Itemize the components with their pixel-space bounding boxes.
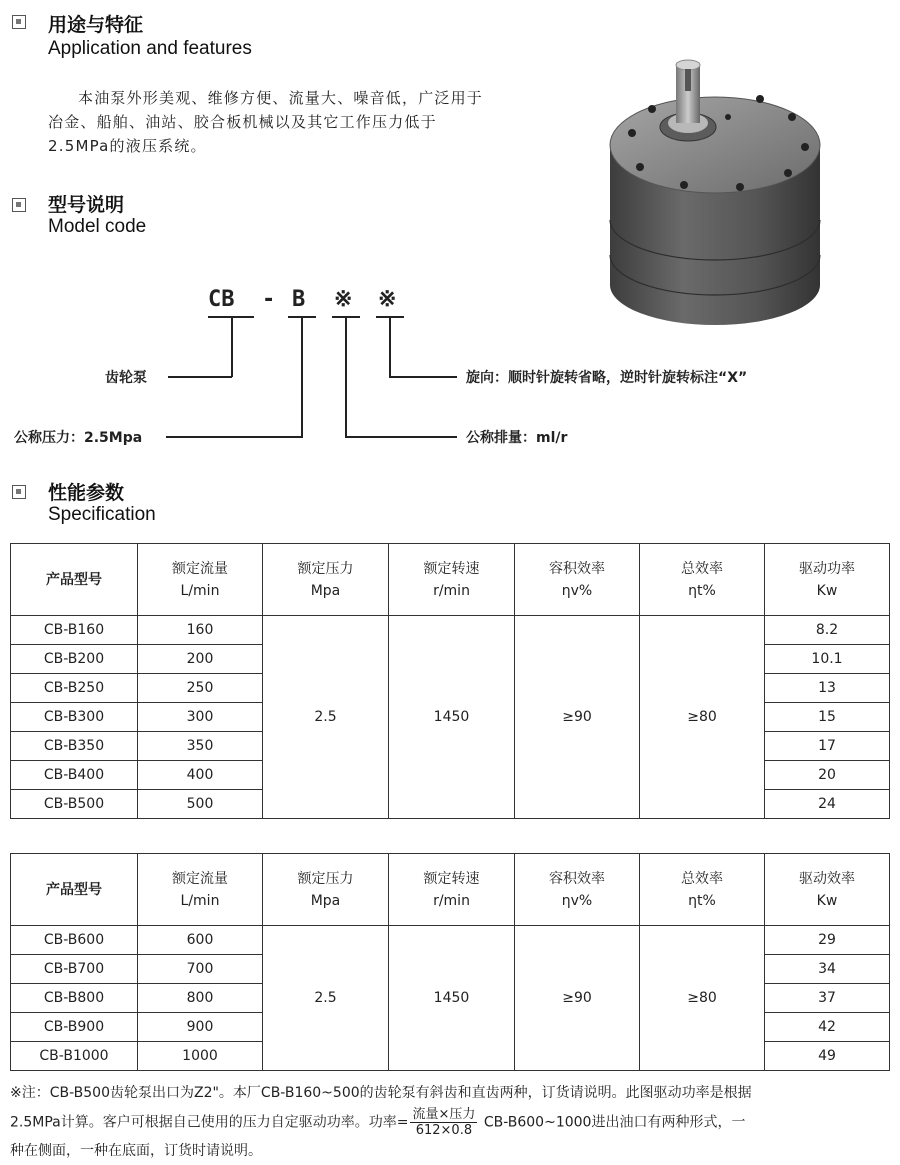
cell-model: CB-B300 xyxy=(11,703,138,732)
cell-flow: 160 xyxy=(138,616,263,645)
label-rotation: 旋向：顺时针旋转省略，逆时针旋转标注“X” xyxy=(466,370,748,386)
spec-table-2 xyxy=(10,853,890,1071)
cell-model: CB-B160 xyxy=(11,616,138,645)
footnote-line-1: ※注：CB-B500齿轮泵出口为Z2"。本厂CB-B160~500的齿轮泵有斜齿和直齿两种，订货请说明。此图驱动功率是根据 xyxy=(10,1085,752,1101)
header-cell: 额定转速 r/min xyxy=(389,854,515,926)
cell-flow: 400 xyxy=(138,761,263,790)
code-cb: CB xyxy=(208,287,235,312)
header-cell: 驱动功率 Kw xyxy=(765,544,890,616)
cell-model: CB-B500 xyxy=(11,790,138,819)
cell-flow: 800 xyxy=(138,984,263,1013)
footnote-line-3: 种在侧面，一种在底面，订货时请说明。 xyxy=(10,1143,262,1159)
fraction-denominator: 612×0.8 xyxy=(415,1123,473,1138)
cell-flow: 250 xyxy=(138,674,263,703)
cell-model: CB-B400 xyxy=(11,761,138,790)
cell-pressure: 2.5 xyxy=(263,616,389,819)
section-title-model-cn: 型号说明 xyxy=(48,194,125,216)
header-cell: 产品型号 xyxy=(11,854,138,926)
cell-vol-eff: ≥90 xyxy=(515,616,640,819)
footnote-text: CB-B600~1000进出油口有两种形式，一 xyxy=(483,1114,746,1131)
header-cell: 总效率 ηt% xyxy=(640,854,765,926)
footnote-line-2 xyxy=(10,1107,890,1138)
header-cell: 总效率 ηt% xyxy=(640,544,765,616)
footnote-text: 2.5MPa计算。客户可根据自己使用的压力自定驱动功率。功率= xyxy=(10,1114,409,1131)
section-title-application-en: Application and features xyxy=(48,38,252,59)
section-bullet-icon xyxy=(12,485,26,499)
cell-model: CB-B350 xyxy=(11,732,138,761)
label-displacement: 公称排量：ml/r xyxy=(466,430,568,446)
intro-paragraph xyxy=(48,86,558,158)
connector-line xyxy=(166,436,303,438)
cell-vol-eff: ≥90 xyxy=(515,926,640,1071)
footnote xyxy=(10,1080,890,1165)
table-header-row xyxy=(11,854,890,926)
header-cell: 额定转速 r/min xyxy=(389,544,515,616)
cell-model: CB-B900 xyxy=(11,1013,138,1042)
cell-power: 24 xyxy=(765,790,890,819)
cell-power: 15 xyxy=(765,703,890,732)
header-cell: 额定压力 Mpa xyxy=(263,544,389,616)
connector-line xyxy=(389,318,391,377)
table-row xyxy=(11,616,890,645)
cell-model: CB-B600 xyxy=(11,926,138,955)
fraction-numerator: 流量×压力 xyxy=(412,1107,476,1122)
spec-table-1 xyxy=(10,543,890,819)
header-cell: 驱动效率 Kw xyxy=(765,854,890,926)
connector-line xyxy=(231,318,233,377)
cell-power: 42 xyxy=(765,1013,890,1042)
cell-flow: 350 xyxy=(138,732,263,761)
cell-power: 17 xyxy=(765,732,890,761)
code-dash: - xyxy=(262,287,276,312)
connector-line xyxy=(168,376,232,378)
connector-line xyxy=(345,318,347,437)
cell-flow: 300 xyxy=(138,703,263,732)
intro-line-2: 冶金、船舶、油站、胶合板机械以及其它工作压力低于 xyxy=(48,113,437,131)
cell-model: CB-B800 xyxy=(11,984,138,1013)
cell-model: CB-B200 xyxy=(11,645,138,674)
cell-flow: 200 xyxy=(138,645,263,674)
cell-power: 34 xyxy=(765,955,890,984)
cell-power: 8.2 xyxy=(765,616,890,645)
code-rotation-placeholder: ※ xyxy=(378,287,397,312)
table-header-row xyxy=(11,544,890,616)
connector-line xyxy=(301,318,303,437)
table-row xyxy=(11,926,890,955)
cell-power: 13 xyxy=(765,674,890,703)
cell-power: 49 xyxy=(765,1042,890,1071)
cell-speed: 1450 xyxy=(389,616,515,819)
cell-flow: 1000 xyxy=(138,1042,263,1071)
cell-flow: 700 xyxy=(138,955,263,984)
cell-flow: 500 xyxy=(138,790,263,819)
cell-power: 10.1 xyxy=(765,645,890,674)
header-cell: 额定流量 L/min xyxy=(138,544,263,616)
intro-line-3: 2.5MPa的液压系统。 xyxy=(48,137,207,155)
cell-flow: 900 xyxy=(138,1013,263,1042)
header-cell: 产品型号 xyxy=(11,544,138,616)
header-cell: 容积效率 ηv% xyxy=(515,854,640,926)
cell-power: 37 xyxy=(765,984,890,1013)
section-title-spec-cn: 性能参数 xyxy=(48,482,125,504)
cell-flow: 600 xyxy=(138,926,263,955)
cell-model: CB-B700 xyxy=(11,955,138,984)
header-cell: 容积效率 ηv% xyxy=(515,544,640,616)
section-bullet-icon xyxy=(12,15,26,29)
cell-speed: 1450 xyxy=(389,926,515,1071)
cell-power: 20 xyxy=(765,761,890,790)
cell-model: CB-B1000 xyxy=(11,1042,138,1071)
cell-total-eff: ≥80 xyxy=(640,926,765,1071)
section-bullet-icon xyxy=(12,198,26,212)
section-title-application-cn: 用途与特征 xyxy=(48,14,144,36)
code-b: B xyxy=(292,287,306,312)
cell-model: CB-B250 xyxy=(11,674,138,703)
gear-pump-photo xyxy=(600,55,830,335)
code-displacement-placeholder: ※ xyxy=(334,287,353,312)
section-title-spec-en: Specification xyxy=(48,504,156,525)
header-cell: 额定压力 Mpa xyxy=(263,854,389,926)
cell-total-eff: ≥80 xyxy=(640,616,765,819)
cell-power: 29 xyxy=(765,926,890,955)
connector-line xyxy=(389,376,457,378)
label-gear-pump: 齿轮泵 xyxy=(105,370,147,386)
power-formula-fraction xyxy=(410,1107,477,1138)
cell-pressure: 2.5 xyxy=(263,926,389,1071)
label-nominal-pressure: 公称压力：2.5Mpa xyxy=(14,430,143,446)
connector-line xyxy=(345,436,457,438)
header-cell: 额定流量 L/min xyxy=(138,854,263,926)
intro-line-1: 本油泵外形美观、维修方便、流量大、噪音低，广泛用于 xyxy=(78,89,484,107)
section-title-model-en: Model code xyxy=(48,216,147,237)
